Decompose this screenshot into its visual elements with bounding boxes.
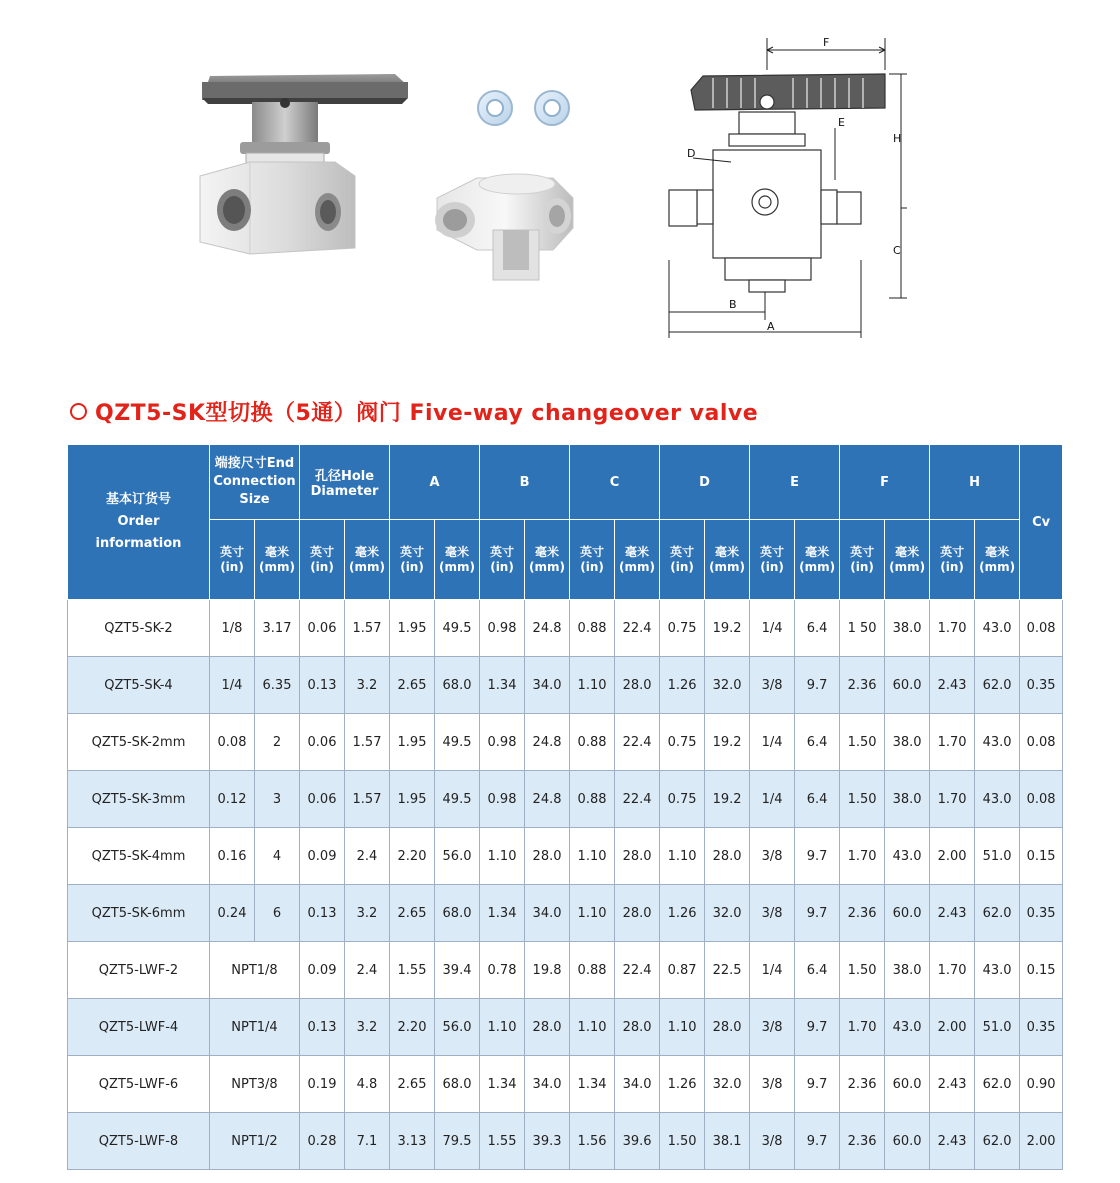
- table-cell: 0.09: [300, 942, 345, 999]
- table-cell: 1/4: [750, 942, 795, 999]
- table-cell: 2.36: [840, 1113, 885, 1170]
- table-cell: 0.35: [1020, 657, 1063, 714]
- table-cell: 19.2: [705, 714, 750, 771]
- table-cell: 1.57: [345, 771, 390, 828]
- table-cell: 9.7: [795, 885, 840, 942]
- table-row: [68, 771, 1063, 828]
- table-cell: 1.50: [840, 771, 885, 828]
- table-cell: 1.55: [480, 1113, 525, 1170]
- unit-header-mm: 毫米 (mm): [255, 520, 300, 600]
- table-row: [68, 999, 1063, 1056]
- unit-header-in: 英寸 (in): [480, 520, 525, 600]
- table-row: [68, 1056, 1063, 1113]
- table-cell: 6: [255, 885, 300, 942]
- table-cell: 51.0: [975, 999, 1020, 1056]
- table-cell: 19.2: [705, 600, 750, 657]
- table-cell: 19.2: [705, 771, 750, 828]
- table-cell: 34.0: [525, 885, 570, 942]
- table-cell: 0.08: [1020, 714, 1063, 771]
- table-cell: 34.0: [525, 657, 570, 714]
- table-cell: 0.06: [300, 600, 345, 657]
- unit-header-mm: 毫米 (mm): [705, 520, 750, 600]
- table-cell: 0.08: [1020, 600, 1063, 657]
- header-dim-h: H: [930, 445, 1020, 520]
- order-number-cell: QZT5-SK-2: [68, 600, 210, 657]
- table-cell: 9.7: [795, 1113, 840, 1170]
- table-row: [68, 885, 1063, 942]
- table-cell: 3/8: [750, 885, 795, 942]
- table-cell: 2.65: [390, 885, 435, 942]
- order-number-cell: QZT5-SK-4: [68, 657, 210, 714]
- table-cell: 0.08: [210, 714, 255, 771]
- table-cell: 1.95: [390, 714, 435, 771]
- table-cell: 24.8: [525, 771, 570, 828]
- table-cell: 1.10: [660, 828, 705, 885]
- table-cell: 49.5: [435, 600, 480, 657]
- table-cell: 0.24: [210, 885, 255, 942]
- table-cell: 0.08: [1020, 771, 1063, 828]
- table-cell: 2.43: [930, 885, 975, 942]
- header-dim-c: C: [570, 445, 660, 520]
- table-row: [68, 714, 1063, 771]
- header-hole-diameter: 孔径Hole Diameter: [300, 445, 390, 520]
- table-cell: 1.70: [840, 828, 885, 885]
- table-cell: 39.4: [435, 942, 480, 999]
- table-cell: 62.0: [975, 885, 1020, 942]
- table-cell: 6.4: [795, 600, 840, 657]
- order-number-cell: QZT5-SK-2mm: [68, 714, 210, 771]
- table-cell: 1.70: [930, 942, 975, 999]
- table-cell: 3.2: [345, 885, 390, 942]
- drawing-label-d: D: [687, 147, 696, 160]
- table-cell: 0.75: [660, 771, 705, 828]
- dimension-drawing: [655, 30, 917, 348]
- order-number-cell: QZT5-SK-4mm: [68, 828, 210, 885]
- table-cell: 3.13: [390, 1113, 435, 1170]
- table-cell: 2.43: [930, 1113, 975, 1170]
- table-cell: 6.35: [255, 657, 300, 714]
- valve-product-image: [190, 58, 422, 258]
- table-cell: 2.4: [345, 828, 390, 885]
- table-cell: 2.36: [840, 885, 885, 942]
- table-cell: 1.70: [930, 771, 975, 828]
- table-cell: 32.0: [705, 1056, 750, 1113]
- table-cell: 0.88: [570, 942, 615, 999]
- header-dim-a: A: [390, 445, 480, 520]
- table-cell: 2.36: [840, 657, 885, 714]
- table-cell: 28.0: [615, 828, 660, 885]
- table-cell: 1.34: [570, 1056, 615, 1113]
- table-cell: 79.5: [435, 1113, 480, 1170]
- unit-header-in: 英寸 (in): [840, 520, 885, 600]
- header-end-connection-size: 端接尺寸End Connection Size: [210, 445, 300, 520]
- table-cell: 43.0: [885, 999, 930, 1056]
- table-cell: 1.34: [480, 1056, 525, 1113]
- table-cell: 3/8: [750, 657, 795, 714]
- section-title: [70, 392, 758, 430]
- drawing-label-a: A: [767, 320, 775, 333]
- table-cell: 3/8: [750, 1056, 795, 1113]
- table-cell: 38.0: [885, 714, 930, 771]
- table-cell: 1.10: [480, 999, 525, 1056]
- table-cell: 1.10: [570, 657, 615, 714]
- order-number-cell: QZT5-LWF-4: [68, 999, 210, 1056]
- header-dim-b: B: [480, 445, 570, 520]
- section-title-text: QZT5-SK型切换（5通）阀门 Five-way changeover valve: [95, 400, 759, 426]
- table-cell: 9.7: [795, 657, 840, 714]
- table-cell: 7.1: [345, 1113, 390, 1170]
- table-cell: 2.00: [930, 999, 975, 1056]
- table-cell: 43.0: [975, 714, 1020, 771]
- table-cell: 1.10: [570, 999, 615, 1056]
- table-cell: 0.75: [660, 714, 705, 771]
- table-cell: 3.17: [255, 600, 300, 657]
- unit-header-in: 英寸 (in): [390, 520, 435, 600]
- table-cell: 0.13: [300, 999, 345, 1056]
- table-cell: 2.65: [390, 657, 435, 714]
- table-cell: 60.0: [885, 657, 930, 714]
- table-cell: 1.10: [570, 828, 615, 885]
- table-cell: 0.19: [300, 1056, 345, 1113]
- table-cell: 68.0: [435, 885, 480, 942]
- table-row: [68, 828, 1063, 885]
- table-row: [68, 600, 1063, 657]
- unit-header-in: 英寸 (in): [300, 520, 345, 600]
- table-cell: 0.88: [570, 771, 615, 828]
- table-cell: 68.0: [435, 657, 480, 714]
- table-cell: 0.16: [210, 828, 255, 885]
- table-cell: 0.35: [1020, 999, 1063, 1056]
- table-cell: 1/8: [210, 600, 255, 657]
- table-cell: 1/4: [750, 600, 795, 657]
- unit-header-mm: 毫米 (mm): [435, 520, 480, 600]
- table-cell: 6.4: [795, 771, 840, 828]
- table-cell: 2.36: [840, 1056, 885, 1113]
- table-cell: 39.3: [525, 1113, 570, 1170]
- table-cell: 1.10: [570, 885, 615, 942]
- table-cell: 22.5: [705, 942, 750, 999]
- table-cell: 1.26: [660, 885, 705, 942]
- header-dim-f: F: [840, 445, 930, 520]
- drawing-label-e: E: [838, 116, 845, 129]
- table-cell: 0.98: [480, 600, 525, 657]
- table-cell: 28.0: [615, 657, 660, 714]
- table-cell: 43.0: [975, 771, 1020, 828]
- table-cell: 1.26: [660, 657, 705, 714]
- table-cell: 51.0: [975, 828, 1020, 885]
- table-cell: 0.13: [300, 657, 345, 714]
- table-cell: 22.4: [615, 600, 660, 657]
- table-cell: 0.13: [300, 885, 345, 942]
- table-cell: 1.10: [480, 828, 525, 885]
- table-cell: 28.0: [525, 828, 570, 885]
- table-cell: 6.4: [795, 942, 840, 999]
- table-cell: 1.50: [840, 714, 885, 771]
- table-cell: 1.70: [930, 714, 975, 771]
- table-cell: 1.70: [840, 999, 885, 1056]
- table-cell: 60.0: [885, 1113, 930, 1170]
- table-cell: NPT3/8: [210, 1056, 300, 1113]
- table-cell: 38.0: [885, 771, 930, 828]
- table-cell: 0.98: [480, 714, 525, 771]
- unit-header-mm: 毫米 (mm): [885, 520, 930, 600]
- table-cell: 43.0: [975, 942, 1020, 999]
- table-cell: 28.0: [615, 885, 660, 942]
- table-cell: 9.7: [795, 828, 840, 885]
- valve-inserts-image: [425, 80, 575, 290]
- table-row: [68, 942, 1063, 999]
- table-cell: 3/8: [750, 828, 795, 885]
- table-cell: 1.34: [480, 885, 525, 942]
- header-dim-e: E: [750, 445, 840, 520]
- table-cell: 56.0: [435, 999, 480, 1056]
- drawing-label-h: H: [893, 132, 902, 145]
- table-cell: 6.4: [795, 714, 840, 771]
- table-cell: 60.0: [885, 885, 930, 942]
- table-cell: 2.20: [390, 999, 435, 1056]
- unit-header-mm: 毫米 (mm): [525, 520, 570, 600]
- unit-header-mm: 毫米 (mm): [615, 520, 660, 600]
- table-cell: 62.0: [975, 657, 1020, 714]
- table-cell: 0.90: [1020, 1056, 1063, 1113]
- unit-header-in: 英寸 (in): [930, 520, 975, 600]
- table-cell: 34.0: [525, 1056, 570, 1113]
- table-cell: 0.75: [660, 600, 705, 657]
- table-cell: 3/8: [750, 1113, 795, 1170]
- table-cell: 62.0: [975, 1113, 1020, 1170]
- table-cell: 34.0: [615, 1056, 660, 1113]
- table-cell: 32.0: [705, 885, 750, 942]
- table-cell: 1.95: [390, 771, 435, 828]
- unit-header-in: 英寸 (in): [750, 520, 795, 600]
- table-cell: 22.4: [615, 942, 660, 999]
- table-cell: 0.78: [480, 942, 525, 999]
- table-cell: 2.43: [930, 1056, 975, 1113]
- header-cv: Cv: [1020, 445, 1063, 600]
- table-cell: 1.50: [660, 1113, 705, 1170]
- table-cell: 3: [255, 771, 300, 828]
- table-cell: NPT1/4: [210, 999, 300, 1056]
- unit-header-in: 英寸 (in): [570, 520, 615, 600]
- table-cell: 2.43: [930, 657, 975, 714]
- unit-header-in: 英寸 (in): [210, 520, 255, 600]
- table-cell: NPT1/8: [210, 942, 300, 999]
- table-cell: 2: [255, 714, 300, 771]
- table-cell: 1.10: [660, 999, 705, 1056]
- order-number-cell: QZT5-SK-3mm: [68, 771, 210, 828]
- table-cell: 1.57: [345, 714, 390, 771]
- table-cell: 68.0: [435, 1056, 480, 1113]
- table-cell: 1.95: [390, 600, 435, 657]
- table-cell: 3/8: [750, 999, 795, 1056]
- order-number-cell: QZT5-SK-6mm: [68, 885, 210, 942]
- table-cell: 2.65: [390, 1056, 435, 1113]
- table-cell: 28.0: [525, 999, 570, 1056]
- table-cell: 0.09: [300, 828, 345, 885]
- table-cell: 4.8: [345, 1056, 390, 1113]
- table-cell: 1/4: [750, 771, 795, 828]
- table-cell: 43.0: [885, 828, 930, 885]
- table-cell: 0.88: [570, 714, 615, 771]
- table-cell: 9.7: [795, 1056, 840, 1113]
- table-cell: 0.88: [570, 600, 615, 657]
- table-cell: 28.0: [615, 999, 660, 1056]
- drawing-label-b: B: [729, 298, 737, 311]
- table-cell: 1/4: [210, 657, 255, 714]
- table-cell: 1.34: [480, 657, 525, 714]
- table-cell: 2.4: [345, 942, 390, 999]
- table-cell: 32.0: [705, 657, 750, 714]
- drawing-label-f: F: [823, 36, 830, 49]
- table-cell: 0.15: [1020, 942, 1063, 999]
- table-cell: 38.1: [705, 1113, 750, 1170]
- table-cell: 43.0: [975, 600, 1020, 657]
- table-cell: 62.0: [975, 1056, 1020, 1113]
- table-cell: 0.87: [660, 942, 705, 999]
- header-order-information: 基本订货号 Order information: [68, 445, 210, 600]
- table-cell: 0.06: [300, 771, 345, 828]
- table-cell: NPT1/2: [210, 1113, 300, 1170]
- table-cell: 1 50: [840, 600, 885, 657]
- table-cell: 3.2: [345, 657, 390, 714]
- unit-header-mm: 毫米 (mm): [345, 520, 390, 600]
- table-cell: 24.8: [525, 714, 570, 771]
- table-cell: 28.0: [705, 828, 750, 885]
- table-row: [68, 657, 1063, 714]
- table-cell: 0.35: [1020, 885, 1063, 942]
- drawing-label-c: C: [893, 244, 901, 257]
- table-cell: 0.12: [210, 771, 255, 828]
- table-cell: 2.00: [1020, 1113, 1063, 1170]
- table-cell: 28.0: [705, 999, 750, 1056]
- table-cell: 1/4: [750, 714, 795, 771]
- table-cell: 1.26: [660, 1056, 705, 1113]
- table-cell: 1.56: [570, 1113, 615, 1170]
- unit-header-mm: 毫米 (mm): [975, 520, 1020, 600]
- table-cell: 49.5: [435, 771, 480, 828]
- table-cell: 22.4: [615, 771, 660, 828]
- table-cell: 2.20: [390, 828, 435, 885]
- table-cell: 39.6: [615, 1113, 660, 1170]
- table-cell: 9.7: [795, 999, 840, 1056]
- table-cell: 1.55: [390, 942, 435, 999]
- table-cell: 0.28: [300, 1113, 345, 1170]
- table-cell: 22.4: [615, 714, 660, 771]
- order-number-cell: QZT5-LWF-6: [68, 1056, 210, 1113]
- table-cell: 4: [255, 828, 300, 885]
- header-dim-d: D: [660, 445, 750, 520]
- table-cell: 56.0: [435, 828, 480, 885]
- spec-table: [67, 444, 1063, 1170]
- table-cell: 38.0: [885, 942, 930, 999]
- circle-bullet-icon: [70, 403, 87, 420]
- table-cell: 0.06: [300, 714, 345, 771]
- table-cell: 0.15: [1020, 828, 1063, 885]
- table-cell: 38.0: [885, 600, 930, 657]
- table-cell: 1.50: [840, 942, 885, 999]
- order-number-cell: QZT5-LWF-8: [68, 1113, 210, 1170]
- table-cell: 3.2: [345, 999, 390, 1056]
- table-cell: 0.98: [480, 771, 525, 828]
- table-cell: 60.0: [885, 1056, 930, 1113]
- unit-header-in: 英寸 (in): [660, 520, 705, 600]
- table-row: [68, 1113, 1063, 1170]
- table-cell: 1.57: [345, 600, 390, 657]
- order-number-cell: QZT5-LWF-2: [68, 942, 210, 999]
- table-cell: 24.8: [525, 600, 570, 657]
- unit-header-mm: 毫米 (mm): [795, 520, 840, 600]
- table-cell: 1.70: [930, 600, 975, 657]
- table-cell: 49.5: [435, 714, 480, 771]
- table-cell: 2.00: [930, 828, 975, 885]
- table-cell: 19.8: [525, 942, 570, 999]
